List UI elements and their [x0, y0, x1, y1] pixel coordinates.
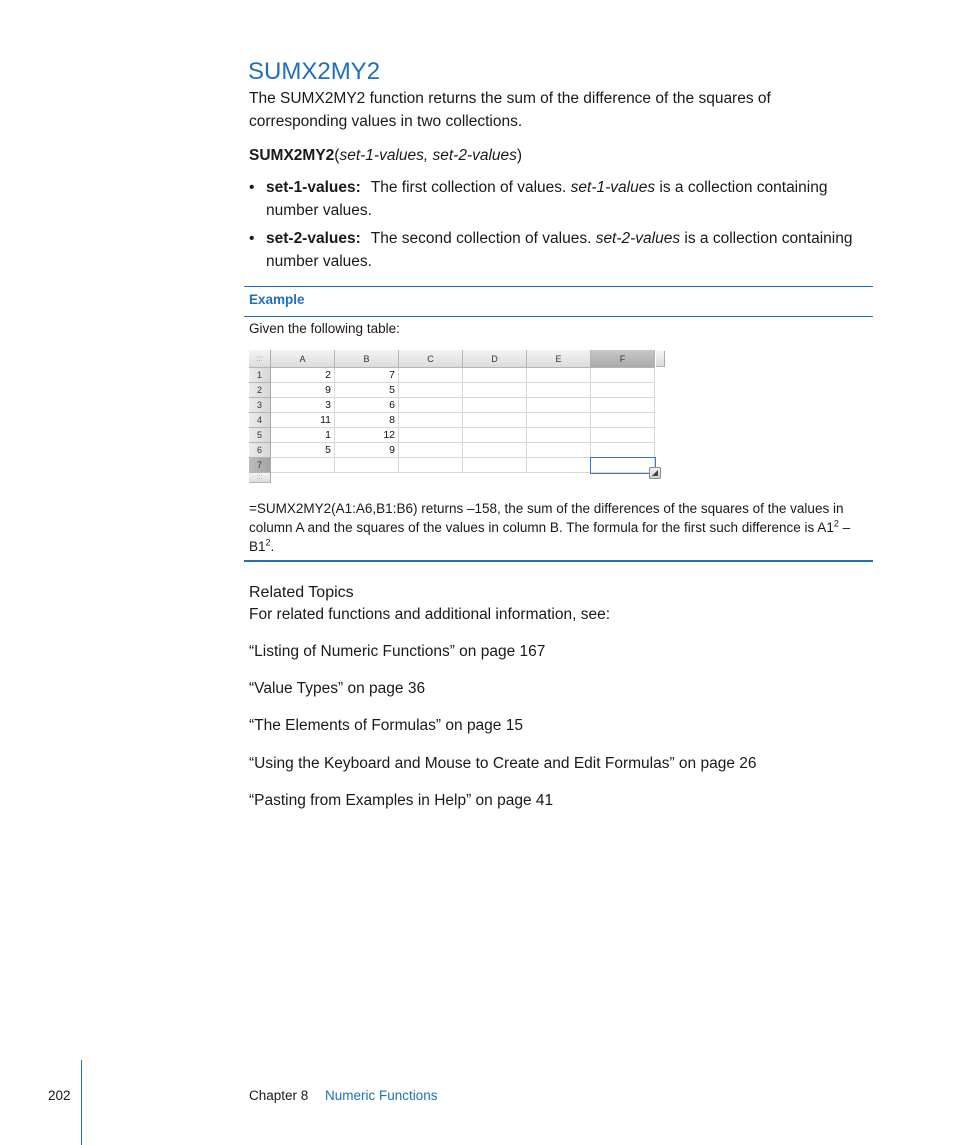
- given-text: Given the following table:: [249, 321, 400, 336]
- argument-item: [249, 227, 879, 273]
- row-header-3[interactable]: 3: [249, 398, 271, 413]
- formula-end: .: [270, 539, 275, 554]
- syntax-close: ): [516, 147, 523, 164]
- argument-item: [249, 176, 879, 222]
- argument-term: set-2-values: [595, 230, 681, 247]
- bullet: •: [249, 230, 255, 247]
- row-header-6[interactable]: 6: [249, 443, 271, 458]
- table-cell[interactable]: [335, 458, 399, 473]
- table-cell[interactable]: 1: [271, 428, 335, 443]
- related-topics-heading: Related Topics: [249, 584, 354, 601]
- syntax-open: (: [334, 147, 340, 164]
- column-header-d[interactable]: D: [463, 350, 527, 368]
- page-title: SUMX2MY2: [248, 58, 381, 85]
- table-cell[interactable]: 12: [335, 428, 399, 443]
- table-cell[interactable]: [399, 428, 463, 443]
- table-cell[interactable]: 3: [271, 398, 335, 413]
- row-header-1[interactable]: 1: [249, 368, 271, 383]
- argument-rest: is a collection containing number values.: [266, 179, 828, 219]
- table-cell[interactable]: [399, 458, 463, 473]
- table-cell[interactable]: [591, 383, 655, 398]
- formula-explanation: [249, 499, 859, 556]
- table-cell[interactable]: 9: [271, 383, 335, 398]
- table-cell[interactable]: [591, 398, 655, 413]
- example-label: Example: [249, 292, 305, 307]
- related-link[interactable]: “Listing of Numeric Functions” on page 167: [249, 643, 546, 660]
- example-bottom-rule: [244, 560, 873, 562]
- formula-mid: – B1: [249, 520, 851, 554]
- formula-text: =SUMX2MY2(A1:A6,B1:B6) returns –158, the sum of the differences of the squares of the values in column A and the squares of the values in column B. The formula for the first such difference is A1: [249, 501, 844, 535]
- table-cell[interactable]: 8: [335, 413, 399, 428]
- chapter-label: Chapter 8: [249, 1088, 309, 1103]
- related-link[interactable]: “Pasting from Examples in Help” on page 41: [249, 792, 554, 809]
- superscript: 2: [265, 537, 271, 548]
- example-top-rule: [244, 286, 873, 287]
- related-intro: For related functions and additional information, see:: [249, 606, 611, 623]
- row-header-4[interactable]: 4: [249, 413, 271, 428]
- table-cell[interactable]: 2: [271, 368, 335, 383]
- table-cell[interactable]: [463, 368, 527, 383]
- argument-rest: is a collection containing number values.: [266, 230, 853, 270]
- table-cell[interactable]: 5: [335, 383, 399, 398]
- table-cell[interactable]: [527, 413, 591, 428]
- column-header-c[interactable]: C: [399, 350, 463, 368]
- page-number: 202: [48, 1088, 71, 1103]
- argument-name: set-2-values:: [266, 230, 361, 247]
- example-label-rule: [244, 316, 873, 317]
- table-bottom-handle[interactable]: :::: [249, 473, 271, 483]
- column-header-b[interactable]: B: [335, 350, 399, 368]
- syntax-args: set-1-values, set-2-values: [339, 147, 517, 164]
- table-cell[interactable]: [463, 383, 527, 398]
- syntax-function: SUMX2MY2: [249, 147, 335, 164]
- table-cell[interactable]: [591, 413, 655, 428]
- bullet: •: [249, 179, 255, 196]
- table-cell[interactable]: [463, 443, 527, 458]
- argument-desc: The second collection of values.: [370, 230, 592, 247]
- syntax-line: [249, 147, 522, 165]
- row-header-2[interactable]: 2: [249, 383, 271, 398]
- table-cell[interactable]: [463, 398, 527, 413]
- intro-paragraph: The SUMX2MY2 function returns the sum of the difference of the squares of corresponding values in two collections.: [249, 90, 771, 130]
- column-header-f[interactable]: F: [591, 350, 655, 368]
- table-cell[interactable]: [463, 428, 527, 443]
- superscript: 2: [833, 518, 839, 529]
- table-cell[interactable]: 9: [335, 443, 399, 458]
- table-cell[interactable]: [591, 443, 655, 458]
- footer-rule: [81, 1060, 82, 1145]
- column-header-e[interactable]: E: [527, 350, 591, 368]
- table-cell[interactable]: [463, 458, 527, 473]
- table-column-add-handle[interactable]: [656, 351, 665, 367]
- argument-desc: The first collection of values.: [370, 179, 567, 196]
- table-cell[interactable]: 11: [271, 413, 335, 428]
- resize-handle-icon[interactable]: ◢: [649, 467, 661, 479]
- related-link[interactable]: “Value Types” on page 36: [249, 680, 426, 697]
- argument-name: set-1-values:: [266, 179, 361, 196]
- table-cell[interactable]: 7: [335, 368, 399, 383]
- table-corner-handle[interactable]: :::: [249, 350, 271, 368]
- table-cell[interactable]: [591, 428, 655, 443]
- table-cell[interactable]: 5: [271, 443, 335, 458]
- column-header-a[interactable]: A: [271, 350, 335, 368]
- related-link[interactable]: “Using the Keyboard and Mouse to Create and Edit Formulas” on page 26: [249, 755, 757, 772]
- argument-term: set-1-values: [570, 179, 656, 196]
- table-cell[interactable]: [527, 383, 591, 398]
- table-cell[interactable]: [399, 413, 463, 428]
- row-header-5[interactable]: 5: [249, 428, 271, 443]
- table-cell[interactable]: [399, 443, 463, 458]
- table-cell[interactable]: [399, 368, 463, 383]
- table-cell[interactable]: [399, 383, 463, 398]
- related-link[interactable]: “The Elements of Formulas” on page 15: [249, 717, 523, 734]
- table-cell[interactable]: 6: [335, 398, 399, 413]
- table-cell[interactable]: [271, 458, 335, 473]
- table-cell[interactable]: [527, 368, 591, 383]
- chapter-name[interactable]: Numeric Functions: [325, 1088, 438, 1103]
- selected-cell[interactable]: [590, 457, 656, 474]
- argument-list: [249, 176, 879, 278]
- table-cell[interactable]: [591, 368, 655, 383]
- table-cell[interactable]: [527, 443, 591, 458]
- table-cell[interactable]: [527, 458, 591, 473]
- table-cell[interactable]: [399, 398, 463, 413]
- table-cell[interactable]: [463, 413, 527, 428]
- table-cell[interactable]: [527, 428, 591, 443]
- row-header-7[interactable]: 7: [249, 458, 271, 473]
- table-cell[interactable]: [527, 398, 591, 413]
